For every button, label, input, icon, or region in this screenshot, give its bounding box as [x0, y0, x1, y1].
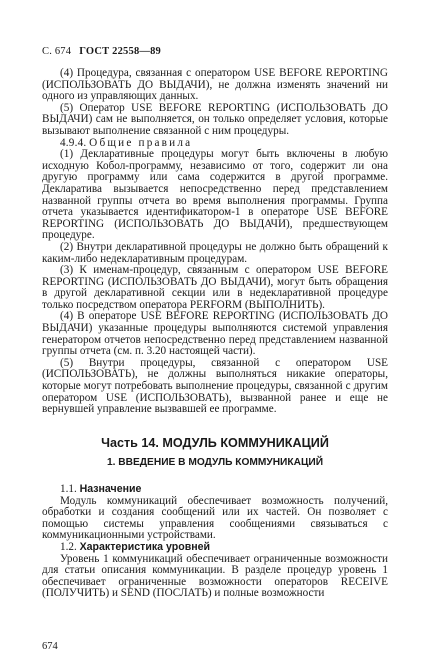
section-number: 4.9.4.: [60, 136, 87, 149]
paragraph: Уровень 1 коммуникаций обеспечивает ограниченные возможности для статьи описания коммуникации. В разделе процедур уровень 1 обеспечивает ограниченные возможности операторов RECEIVE (ПОЛУЧИТЬ) и SEND (ПОСЛАТЬ) и полные возможности: [42, 552, 388, 600]
subsection-title: Назначение: [79, 483, 142, 495]
paragraph: (5) Внутри процедуры, связанной с оператором USE (ИСПОЛЬЗОВАТЬ), не должны выполняться никакие операторы, которые могут потребовать выполнение процедуры, связанной с другим оператором USE (ИСПОЛЬЗОВАТЬ), вызванной ранее и еще не вернувшей управление вызвавшей ее программе.: [42, 356, 388, 416]
subsection-heading-1-2: [42, 542, 388, 554]
subsection-title: Характеристика уровней: [79, 540, 211, 553]
paragraph: (2) Внутри декларативной процедуры не должно быть обращений к каким-либо недекларативным процедурам.: [42, 240, 388, 265]
running-header: [42, 46, 161, 57]
page-label: С. 674: [42, 46, 72, 57]
subsection-number: 1.1.: [60, 483, 77, 495]
standard-number: ГОСТ 22558—89: [79, 46, 161, 57]
paragraph: (3) К именам-процедур, связанным с оператором USE BEFORE REPORTING (ИСПОЛЬЗОВАТЬ ДО ВЫДАЧИ), могут быть обращения в другой декларативной секции или в недекларативной процедуре только посредством оператора PERFORM (ВЫПОЛНИТЬ).: [42, 264, 388, 311]
chapter-title: 1. ВВЕДЕНИЕ В МОДУЛЬ КОММУНИКАЦИЙ: [106, 457, 324, 469]
body-text: [42, 68, 388, 600]
paragraph: Модуль коммуникаций обеспечивает возможность получений, обработки и создания сообщений или их частей. Он позволяет с помощью системы управления сообщениями связываться с коммуникационными устройствами.: [42, 494, 388, 542]
section-title: Общие правила: [89, 136, 193, 149]
subsection-heading-1-1: [42, 484, 388, 496]
part-title: Часть 14. МОДУЛЬ КОММУНИКАЦИЙ: [101, 435, 329, 450]
subsection-number: 1.2.: [60, 540, 77, 553]
paragraph: (4) В операторе USE BEFORE REPORTING (ИСПОЛЬЗОВАТЬ ДО ВЫДАЧИ) указанные процедуры выполняются системой управления генератором отчетов непосредственно перед представлением названной группы отчета (см. п. 3.20 настоящей части).: [42, 310, 388, 358]
paragraph: (1) Декларативные процедуры могут быть включены в любую исходную Кобол-программу, независимо от того, содержит ли она другую программу или сама содержится в другой программе. Декларатива вызывается непосредственно перед представлением названной группы отчета во время выполнения программы. Группа отчета указывается идентификатором-1 в операторе USE BEFORE REPORTING (ИСПОЛЬЗОВАТЬ ДО ВЫДАЧИ), предшествующем процедуре.: [42, 148, 388, 242]
paragraph: (5) Оператор USE BEFORE REPORTING (ИСПОЛЬЗОВАТЬ ДО ВЫДАЧИ) сам не выполняется, он только определяет условия, которые вызывают выполнение связанной с ним процедуры.: [42, 101, 388, 137]
paragraph: (4) Процедура, связанная с оператором USE BEFORE REPORTING (ИСПОЛЬЗОВАТЬ ДО ВЫДАЧИ), не должна изменять значений ни одного из управляющих данных.: [42, 67, 388, 103]
page-number: 674: [42, 641, 58, 652]
